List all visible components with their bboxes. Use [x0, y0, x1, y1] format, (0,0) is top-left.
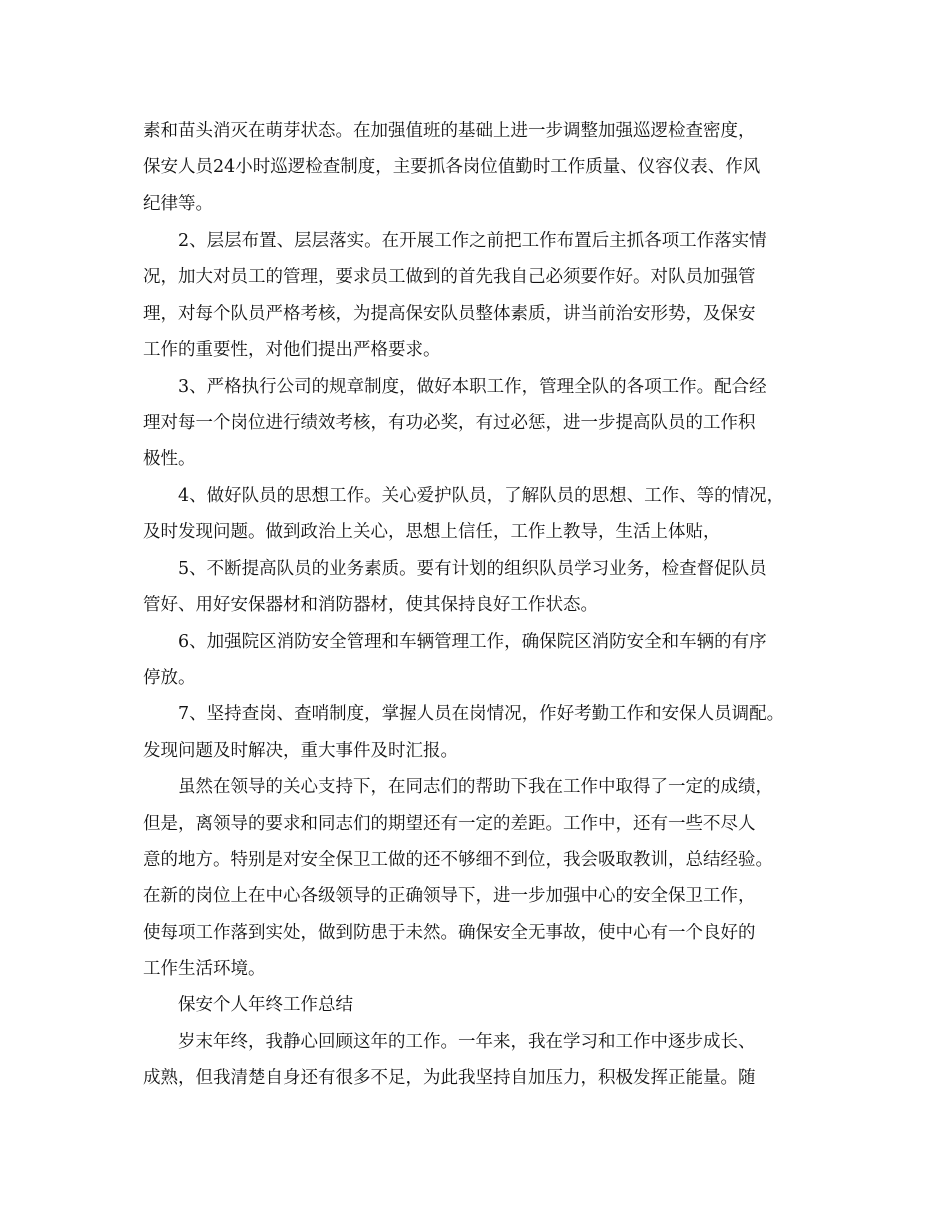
text-line: 及时发现问题。做到政治上关心，思想上信任，工作上教导，生活上体贴， [143, 522, 721, 542]
text-line: 7、坚持查岗、查哨制度，掌握人员在岗情况，作好考勤工作和安保人员调配。 [178, 704, 785, 724]
text-line: 岁末年终，我静心回顾这年的工作。一年来，我在学习和工作中逐步成长、 [178, 1032, 756, 1052]
text-line: 意的地方。特别是对安全保卫工做的还不够细不到位，我会吸取教训，总结经验。 [143, 850, 773, 870]
text-line: 纪律等。 [143, 194, 213, 214]
text-line: 2、层层布置、层层落实。在开展工作之前把工作布置后主抓各项工作落实情 [178, 231, 767, 251]
text-line: 理，对每个队员严格考核，为提高保安队员整体素质，讲当前治安形势，及保安 [143, 304, 756, 324]
text-line: 成熟，但我清楚自身还有很多不足，为此我坚持自加压力，积极发挥正能量。随 [143, 1068, 756, 1088]
text-line: 在新的岗位上在中心各级领导的正确领导下，进一步加强中心的安全保卫工作， [143, 886, 756, 906]
text-line: 极性。 [143, 449, 196, 469]
text-line: 3、严格执行公司的规章制度，做好本职工作，管理全队的各项工作。配合经 [178, 377, 767, 397]
text-line: 使每项工作落到实处，做到防患于未然。确保安全无事故，使中心有一个良好的 [143, 923, 756, 943]
text-line: 素和苗头消灭在萌芽状态。在加强值班的基础上进一步调整加强巡逻检查密度， [143, 121, 756, 141]
text-line: 6、加强院区消防安全管理和车辆管理工作，确保院区消防安全和车辆的有序 [178, 632, 767, 652]
text-line: 虽然在领导的关心支持下，在同志们的帮助下我在工作中取得了一定的成绩， [178, 777, 773, 797]
text-line: 况，加大对员工的管理，要求员工做到的首先我自己必须要作好。对队员加强管 [143, 267, 756, 287]
section-heading: 保安个人年终工作总结 [178, 995, 353, 1015]
text-line: 发现问题及时解决，重大事件及时汇报。 [143, 741, 458, 761]
text-line: 保安人员24小时巡逻检查制度，主要抓各岗位值勤时工作质量、仪容仪表、作风 [143, 157, 761, 177]
text-line: 但是，离领导的要求和同志们的期望还有一定的差距。工作中，还有一些不尽人 [143, 814, 756, 834]
text-line: 4、做好队员的思想工作。关心爱护队员，了解队员的思想、工作、等的情况， [178, 486, 785, 506]
text-line: 理对每一个岗位进行绩效考核，有功必奖，有过必惩，进一步提高队员的工作积 [143, 413, 756, 433]
text-line: 管好、用好安保器材和消防器材，使其保持良好工作状态。 [143, 595, 598, 615]
text-line: 工作生活环境。 [143, 959, 266, 979]
text-line: 停放。 [143, 668, 196, 688]
text-line: 工作的重要性，对他们提出严格要求。 [143, 340, 441, 360]
text-line: 5、不断提高队员的业务素质。要有计划的组织队员学习业务，检查督促队员 [178, 559, 767, 579]
